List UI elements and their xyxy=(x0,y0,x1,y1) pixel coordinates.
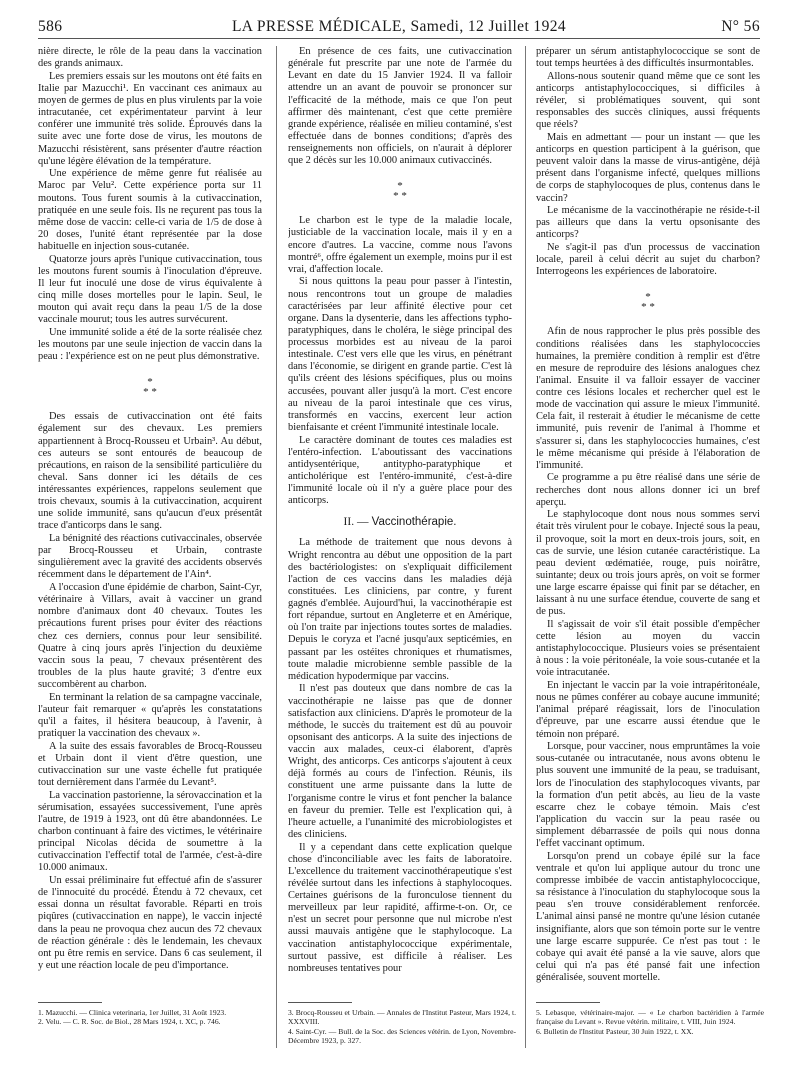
paragraph: La vaccination pastorienne, la sérovaccination et la sérumisation, essayées successivement, l'une après l'autre, de 1919 à 1923, ont dû être abandonnées. Le charbon continuant à faire des victimes, le vétérinaire principal Nicolas décida de soumettre à la cutivaccination l'effectif total de l'armée, c'est-à-dire 10.000 animaux. xyxy=(38,789,262,874)
paragraph: En injectant le vaccin par la voie intrapéritonéale, nous ne pûmes conférer au cobaye aucune immunité; l'animal préparé réagissait, lors de l'inoculation d'épreuve, par une escarre aussi étendue que le témoin non préparé. xyxy=(536,680,760,740)
paragraph: La bénignité des réactions cutivaccinales, observée par Brocq-Rousseu et Urbain, contraste singulièrement avec la gravité des accidents observés récemment dans le département de l'Ain⁴. xyxy=(38,533,262,581)
footnote-rule xyxy=(536,1002,600,1003)
footnote: 5. Lebasque, vétérinaire-major. — « Le charbon bactéridien à l'armée française du Levant ». Revue vétérin. militaire, t. VIII, Juin 1924. xyxy=(536,1008,764,1027)
page-number: 586 xyxy=(38,18,63,35)
paragraph: Lorsque, pour vacciner, nous empruntâmes la voie sous-cutanée ou intracutanée, nous avons obtenu le plus souvent une immunité de la peau, se traduisant, lors de l'inoculation des staphylocoques vivants, par la formation d'un petit abcès, au lieu de la vaste escarre chez le cobaye témoin. Mais c'est l'application du vaccin sur la peau rasée ou simplement débarrassée de poils qui nous donna l'effet vaccinant optimum. xyxy=(536,741,760,850)
paragraph: Il s'agissait de voir s'il était possible d'empêcher cette lésion au moyen du vaccin antistaphylococcique. Plusieurs voies se présentaient à nous : la voie péritonéale, la voie sous-cutanée et la voie intracutanée. xyxy=(536,618,760,679)
column-divider xyxy=(525,46,526,1048)
footnotes-column-3 xyxy=(536,1008,764,1036)
footnotes-column-1 xyxy=(38,1008,266,1027)
footnote-rule xyxy=(38,1002,102,1003)
issue-number: N° 56 xyxy=(721,18,760,35)
paragraph: Il n'est pas douteux que dans nombre de cas la vaccinothérapie ne laisse pas que de donner satisfaction aux cliniciens. D'après le promoteur de la méthode, le succès du traitement est dû au pouvoir opsonisant des anticorps. A la suite des injections de vaccin aux malades, ceux-ci élaborent, d'après Wright, des anticorps. Ces anticorps s'ajoutent à ceux déjà formés au cours de l'infection. Réunis, ils constituent une arme puissante dans la lutte de l'organisme contre le virus et font pencher la balance en faveur du premier. Telle est l'explication qui, à l'heure actuelle, a l'unanimité des microbiologistes et des cliniciens. xyxy=(288,683,512,840)
paragraph: Le mécanisme de la vaccinothérapie ne réside-t-il pas ailleurs que dans la vertu opsonisante des anticorps? xyxy=(536,205,760,241)
star-row: * xyxy=(645,291,651,304)
section-separator-stars xyxy=(536,292,760,312)
paragraph: Une expérience de même genre fut réalisée au Maroc par Velu². Cette expérience porta sur 11 moutons. Tous furent soumis à la cutivaccination, pratiquée en une seule fois. Ils ne reçurent pas tous la même dose de vaccin: celle-ci varia de 1/5 de dose à 20 doses, l'unité étant représentée par la dose habituelle en injection sous-cutanée. xyxy=(38,168,262,252)
paragraph: Le staphylocoque dont nous nous sommes servi était très virulent pour le cobaye. Injecté sous la peau, il provoque, soit la mort en deux-trois jours, soit, en cas de survie, une lésion cutanée caractéristique. La peau devient œdématiée, rouge, puis noirâtre, suintante; deux ou trois jours après, on voit se former une large escarre épaisse qui finit par se détacher, en laissant à nu une surface étendue, couverte de sang et de pus. xyxy=(536,509,760,618)
star-row: * * xyxy=(143,386,157,399)
footnote: 2. Velu. — C. R. Soc. de Biol., 28 Mars 1924, t. XC, p. 746. xyxy=(38,1017,221,1027)
text-column-2 xyxy=(288,46,512,986)
paragraph: Des essais de cutivaccination ont été faits également sur des chevaux. Les premiers appartiennent à Brocq-Rousseu et Urbain³. Au début, ces auteurs se sont entourés de beaucoup de précautions, en raison de la sensibilité particulière du cheval. Sans donner ici les détails de ces intéressantes expériences, rappelons seulement que trois chevaux, soumis à la cutivaccination, acquirent une solide immunité, sans qu'aucun d'eux présentât trace d'anticorps dans le sang. xyxy=(38,411,262,532)
text-column-3 xyxy=(536,46,760,986)
paragraph: Une immunité solide a été de la sorte réalisée chez les moutons par une seule injection de vaccin dans la peau : l'expérience est on ne peut plus démonstrative. xyxy=(38,326,262,363)
page-header xyxy=(38,18,760,39)
footnote-rule xyxy=(288,1002,352,1003)
paragraph: nière directe, le rôle de la peau dans la vaccination des grands animaux. xyxy=(38,46,262,70)
footnotes-column-2 xyxy=(288,1008,516,1046)
paragraph: En présence de ces faits, une cutivaccination générale fut prescrite par une note de l'armée du Levant en date du 15 Janvier 1924. Il va falloir attendre un an avant de pouvoir se prononcer sur l'efficacité de la méthode, mais ce que l'on peut affirmer dès maintenant, c'est que cette première grande expérience, réalisée en milieu contaminé, s'est effectuée dans de bonnes conditions; d'après des renseignements non officiels, on n'aurait à déplorer que 2 décès sur les 10.000 animaux cutivaccinés. xyxy=(288,46,512,167)
footnote: 4. Saint-Cyr. — Bull. de la Soc. des Sciences vétérin. de Lyon, Novembre-Décembre 1923, p. 327. xyxy=(288,1026,516,1046)
column-divider xyxy=(276,46,277,1048)
section-separator-stars xyxy=(38,377,262,397)
paragraph: Ne s'agit-il pas d'un processus de vaccination locale, pareil à celui décrit au sujet du charbon? Interrogeons les expériences de laboratoire. xyxy=(536,242,760,278)
section-number: II. — xyxy=(343,516,369,529)
star-row: * * xyxy=(641,301,655,314)
paragraph: Mais en admettant — pour un instant — que les anticorps en question participent à la guérison, que peuvent valoir dans la masse de virus-antigène, déjà présent dans l'organisme infecté, quelques millions de corps de staphylocoques de plus, contenus dans le vaccin? xyxy=(536,131,760,204)
paragraph: préparer un sérum antistaphylococcique se sont de tout temps heurtées à des difficultés insurmontables. xyxy=(536,46,760,70)
paragraph: A l'occasion d'une épidémie de charbon, Saint-Cyr, vétérinaire à Villars, avait à vacciner un grand nombre d'animaux dont 40 chevaux. Toutes les précautions furent prises pour éviter des réactions chez ces derniers, connus pour leur sensibilité. Quatre à cinq jours après l'injection du deuxième vaccin sous la peau, 7 chevaux présentèrent des troubles de la plus haute gravité; 3 d'entre eux succombèrent au charbon. xyxy=(38,582,262,690)
footnote: 6. Bulletin de l'Institut Pasteur, 30 Juin 1922, t. XX. xyxy=(536,1026,694,1036)
paragraph: Afin de nous rapprocher le plus près possible des conditions réalisées dans les staphylococcies humaines, la première condition à remplir est d'être en mesure de reproduire des lésions analogues chez l'animal. Ensuite il va falloir essayer de vacciner contre ces lésions locales et rechercher quel est le mode de vaccination qui assure le mieux l'immunité. Cela fait, il resterait à étudier le mécanisme de cette immunité, puis revenir de l'animal à l'homme et s'assurer si, dans les staphylococcies humaines, c'est le même mécanisme qui préside à l'élaboration de l'immunité. xyxy=(536,326,760,471)
text-column-1 xyxy=(38,46,262,986)
footnote: 3. Brocq-Rousseu et Urbain. — Annales de l'Institut Pasteur, Mars 1924, t. XXXVIII. xyxy=(288,1008,516,1027)
paragraph: Ce programme a pu être réalisé dans une série de recherches dont nous allons donner ici un bref aperçu. xyxy=(536,472,760,508)
journal-title: LA PRESSE MÉDICALE, Samedi, 12 Juillet 1924 xyxy=(231,18,567,35)
section-title: Vaccinothérapie. xyxy=(371,516,457,529)
paragraph: Lorsqu'on prend un cobaye épilé sur la face ventrale et qu'on lui applique autour du tronc une compresse imbibée de vaccin antistaphylococcique, sa résistance à l'inoculation du staphylocoque sous la peau s'en trouve considérablement renforcée. L'animal ainsi pansé ne montre qu'une lésion cutanée insignifiante, alors que son témoin porte sur le ventre une large escarre suppurée. Ce n'est pas tout : le cobaye qui avait été pansé a la vie sauve, alors que celui qui n'a pas été pansé fait une infection généralisée, souvent mortelle. xyxy=(536,850,760,983)
star-row: * xyxy=(147,376,153,389)
paragraph: Allons-nous soutenir quand même que ce sont les anticorps antistaphylococciques, si difficiles à révéler, si problématiques souvent, qui sont responsables des succès cliniques, aussi fréquents que réels? xyxy=(536,70,760,131)
paragraph: Le charbon est le type de la maladie locale, justiciable de la vaccination locale, mais il y en a encore d'autres. La vaccine, comme nous l'avons montré⁶, offre également un exemple, moins pur il est vrai, d'affection locale. xyxy=(288,215,512,275)
paragraph: Quatorze jours après l'unique cutivaccination, tous les moutons furent soumis à l'inoculation d'épreuve. Il leur fut inoculé une dose de virus équivalente à cinq mille doses mortelles pour le lapin. Seul, le mouton qui avait reçu dans la peau 1/5 de la dose vaccinale mourut; tous les autres survécurent. xyxy=(38,253,262,326)
section-separator-stars xyxy=(288,181,512,201)
paragraph: A la suite des essais favorables de Brocq-Rousseu et Urbain dont il vient d'être question, une cutivaccination sur une vaste échelle fut pratiquée tout dernièrement dans l'armée du Levant⁵. xyxy=(38,740,262,788)
section-heading xyxy=(288,516,512,528)
footnote: 1. Mazucchi. — Clinica veterinaria, 1er Juillet, 31 Août 1923. xyxy=(38,1008,227,1017)
star-row: * xyxy=(397,180,403,193)
paragraph: En terminant la relation de sa campagne vaccinale, l'auteur fait remarquer « qu'après les constatations qu'il a faites, il hésitera beaucoup, à l'avenir, à pratiquer la vaccination des chevaux ». xyxy=(38,691,262,739)
paragraph: La méthode de traitement que nous devons à Wright rencontra au début une opposition de la part des bactériologistes: on s'expliquait difficilement l'action de ces vaccins dans les maladies déjà constituées. Les cliniciens, par contre, y furent gagnés d'emblée. Aujourd'hui, la vaccinothérapie est fort répandue, surtout en Angleterre et en Amérique, où l'on traite par injections toutes sortes de maladies. Depuis le coryza et l'acné jusqu'aux septicémies, en passant par les ostéites chroniques et rhumatismes, toute maladie microbienne semble passible de la médication hypodermique par vaccins. xyxy=(288,537,512,682)
paragraph: Il y a cependant dans cette explication quelque chose d'inconciliable avec les faits de laboratoire. L'excellence du traitement vaccinothérapeutique s'est révélée surtout dans les infections à staphylocoques. Certaines guérisons de la furonculose tiennent du merveilleux par leur rapidité, affirme-t-on. Or, ce n'est un secret pour personne que nul microbe n'est aussi mauvais antigène que le staphylocoque. La vaccination antistaphylococcique expérimentale, surtout passive, est difficile à réaliser. Les nombreuses tentatives pour xyxy=(288,841,512,974)
paragraph: Les premiers essais sur les moutons ont été faits en Italie par Mazucchi¹. En vaccinant ces animaux au moyen de germes de plus en plus virulents par la voie intracutanée, cet expérimentateur parvint à leur conférer une immunité très solide. Éprouvés dans la suite avec une forte dose de virus, les moutons de Mazucchi résistèrent, sans présenter d'autre réaction qu'une légère élévation de la température. xyxy=(38,70,262,167)
star-row: * * xyxy=(393,190,407,203)
paragraph: Si nous quittons la peau pour passer à l'intestin, nous rencontrons tout un groupe de maladies caractérisées par leur affinité élective pour cet organe. Dans la dysenterie, dans les affections typho-paratyphiques, dans le choléra, le siège principal des processus morbides est au niveau de la paroi intestinale. C'est vers elle que les virus, en pénétrant dans l'économie, se dirigent en grande partie. C'est là qu'ils créent des lésions spécifiques, plus ou moins accusées, pouvant aller jusqu'à la mort. C'est encore au niveau de la paroi intestinale que ces virus, transformés en vaccins, exercent leur action bienfaisante et créent l'immunité intestinale locale. xyxy=(288,276,512,433)
paragraph: Un essai préliminaire fut effectué afin de s'assurer de l'innocuité du procédé. Étendu à 72 chevaux, cet essai donna un résultat favorable. Réparti en trois piqûres (cutivaccination en nappe), le vaccin injecté dans la peau ne provoqua chez aucun des 72 chevaux de réaction générale : dès le lendemain, les chevaux ont pu être remis en service. Dans 6 cas seulement, il y eut une réaction locale de peu d'importance. xyxy=(38,875,262,971)
paragraph: Le caractère dominant de toutes ces maladies est l'entéro-infection. L'aboutissant des vaccinations antidysentérique, antitypho-paratyphique et anticholérique est l'entéro-immunité, c'est-à-dire l'immunité locale où il n'y a guère place pour des anticorps. xyxy=(288,434,512,507)
